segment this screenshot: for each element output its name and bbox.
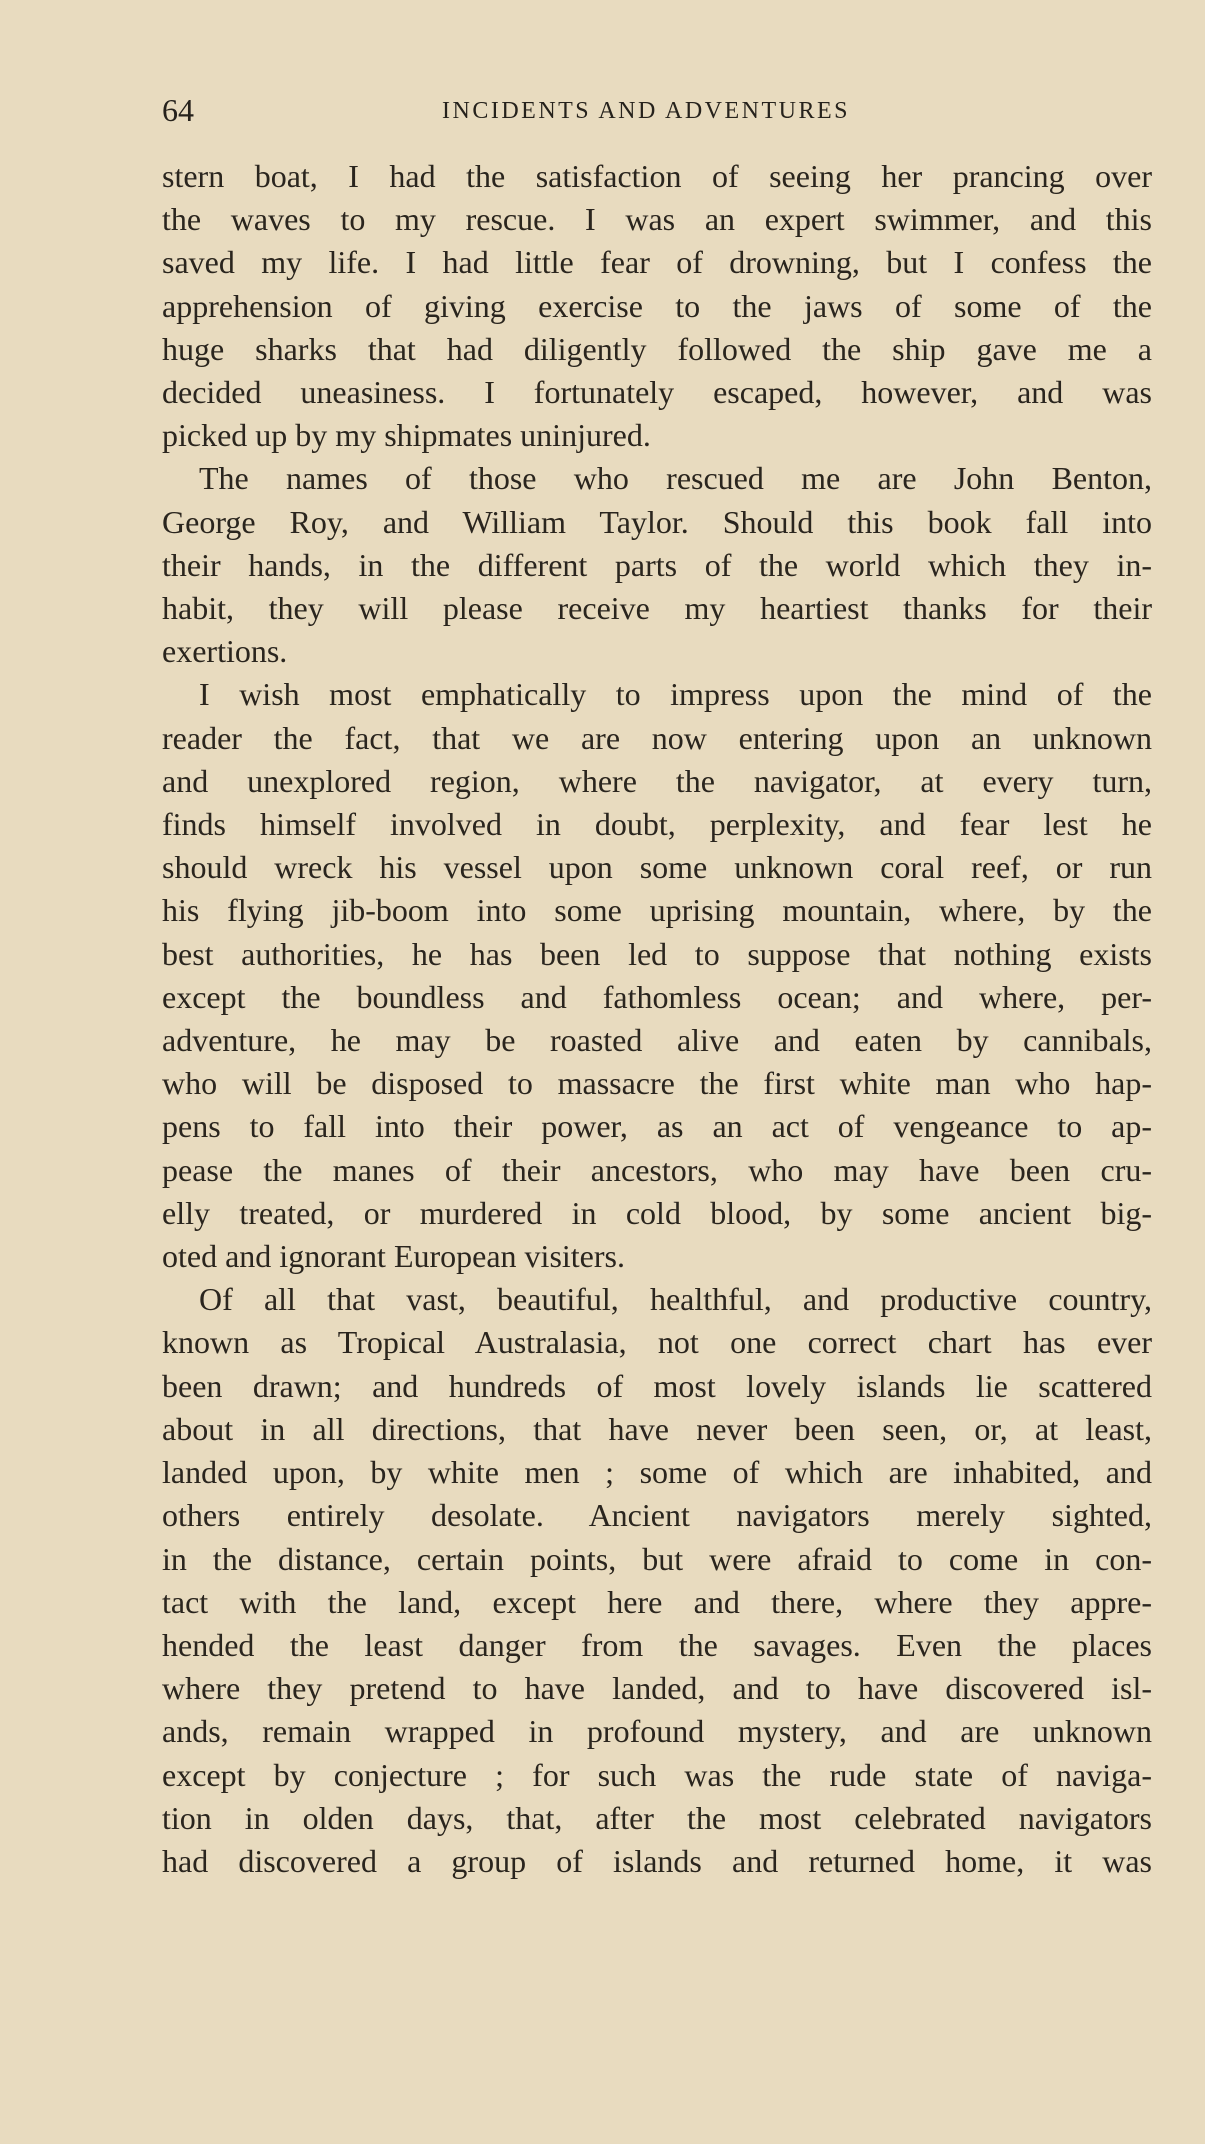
paragraph xyxy=(162,1278,1152,1883)
text-line: should wreck his vessel upon some unknown coral reef, or run xyxy=(162,849,1152,886)
text-line: elly treated, or murdered in cold blood, by some ancient big- xyxy=(162,1194,1152,1231)
text-line: tact with the land, except here and there, where they appre- xyxy=(162,1583,1152,1620)
text-line: exertions. xyxy=(162,633,288,670)
text-line: saved my life. I had little fear of drowning, but I confess the xyxy=(162,244,1152,281)
text-line: pens to fall into their power, as an act of vengeance to ap- xyxy=(162,1108,1152,1145)
text-line: apprehension of giving exercise to the jaws of some of the xyxy=(162,287,1152,324)
text-line: who will be disposed to massacre the first white man who hap- xyxy=(162,1065,1152,1102)
text-line: Of all that vast, beautiful, healthful, and productive country, xyxy=(199,1281,1152,1318)
text-line: others entirely desolate. Ancient navigators merely sighted, xyxy=(162,1497,1152,1534)
text-line: known as Tropical Australasia, not one correct chart has ever xyxy=(162,1324,1152,1361)
text-line: I wish most emphatically to impress upon the mind of the xyxy=(199,676,1152,713)
text-line: best authorities, he has been led to suppose that nothing exists xyxy=(162,935,1152,972)
paragraph xyxy=(162,673,1152,1278)
text-line: had discovered a group of islands and returned home, it was xyxy=(162,1842,1152,1879)
body-text xyxy=(162,155,1152,1883)
text-line: their hands, in the different parts of the world which they in- xyxy=(162,546,1152,583)
text-line: tion in olden days, that, after the most celebrated navigators xyxy=(162,1799,1152,1836)
text-line: ands, remain wrapped in profound mystery, and are unknown xyxy=(162,1713,1152,1750)
text-line: habit, they will please receive my heartiest thanks for their xyxy=(162,590,1152,627)
text-line: his flying jib-boom into some uprising mountain, where, by the xyxy=(162,892,1152,929)
text-line: decided uneasiness. I fortunately escaped, however, and was xyxy=(162,374,1152,411)
text-line: reader the fact, that we are now entering upon an unknown xyxy=(162,719,1152,756)
paragraph xyxy=(162,457,1152,673)
text-line: George Roy, and William Taylor. Should this book fall into xyxy=(162,503,1152,540)
text-line: stern boat, I had the satisfaction of seeing her prancing over xyxy=(162,158,1152,194)
text-line: landed upon, by white men ; some of which are inhabited, and xyxy=(162,1454,1152,1491)
text-line: been drawn; and hundreds of most lovely islands lie scattered xyxy=(162,1367,1152,1404)
text-line: picked up by my shipmates uninjured. xyxy=(162,417,651,454)
running-title: INCIDENTS AND ADVENTURES xyxy=(442,98,850,124)
text-line: huge sharks that had diligently followed the ship gave me a xyxy=(162,330,1152,367)
text-line: except the boundless and fathomless ocean; and where, per- xyxy=(162,978,1152,1015)
text-line: pease the manes of their ancestors, who may have been cru- xyxy=(162,1151,1152,1188)
text-line: finds himself involved in doubt, perplexity, and fear lest he xyxy=(162,806,1152,843)
running-head xyxy=(162,90,1130,130)
text-line: where they pretend to have landed, and to have discovered isl- xyxy=(162,1670,1152,1707)
text-line: oted and ignorant European visiters. xyxy=(162,1238,625,1275)
text-line: in the distance, certain points, but were afraid to come in con- xyxy=(162,1540,1152,1577)
paragraph xyxy=(162,155,1152,457)
text-line: the waves to my rescue. I was an expert swimmer, and this xyxy=(162,201,1152,238)
page-number: 64 xyxy=(162,92,194,128)
text-line: and unexplored region, where the navigator, at every turn, xyxy=(162,762,1152,799)
text-line: hended the least danger from the savages. Even the places xyxy=(162,1626,1152,1663)
text-line: adventure, he may be roasted alive and eaten by cannibals, xyxy=(162,1022,1152,1059)
text-line: about in all directions, that have never been seen, or, at least, xyxy=(162,1410,1152,1447)
text-line: The names of those who rescued me are John Benton, xyxy=(199,460,1152,497)
text-line: except by conjecture ; for such was the rude state of naviga- xyxy=(162,1756,1152,1793)
